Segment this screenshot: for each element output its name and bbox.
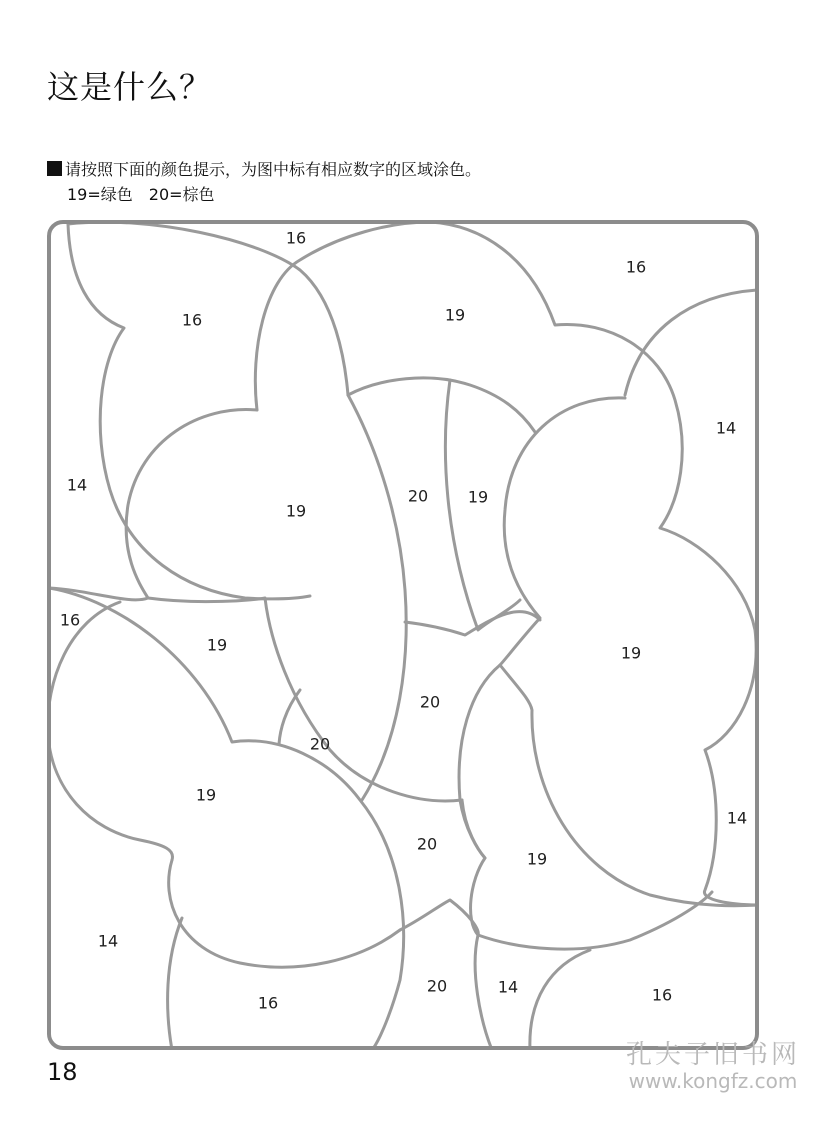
page-title: 这是什么？ — [47, 68, 213, 106]
region-label-r15: 19 — [195, 785, 217, 805]
outline-top-left-cloud — [68, 224, 310, 599]
region-label-r11: 19 — [206, 635, 228, 655]
instruction-text: 请按照下面的颜色提示，为图中标有相应数字的区域涂色。 — [65, 160, 482, 179]
region-label-r21: 20 — [426, 976, 448, 996]
region-label-r9: 19 — [467, 487, 489, 507]
region-outlines — [48, 222, 760, 1050]
region-numbers — [60, 229, 747, 1013]
watermark-url: www.kongfz.com — [628, 1069, 798, 1093]
region-label-r2: 16 — [625, 257, 647, 277]
page-number: 18 — [47, 1058, 78, 1086]
region-label-r8: 20 — [407, 486, 429, 506]
region-label-r6: 14 — [66, 475, 88, 495]
watermark-chinese: 孔夫子旧书网 — [626, 1040, 801, 1070]
region-label-r1: 16 — [285, 228, 307, 248]
region-label-r7: 19 — [285, 501, 307, 521]
region-label-r13: 20 — [419, 692, 441, 712]
outline-right-cloud — [625, 290, 757, 395]
region-label-r20: 16 — [257, 993, 279, 1013]
outline-lower-right-cloud — [459, 665, 712, 949]
color-legend: 19=绿色 20=棕色 — [67, 185, 215, 204]
region-label-r14: 20 — [309, 734, 331, 754]
region-label-r23: 16 — [651, 985, 673, 1005]
region-label-r10: 16 — [59, 610, 81, 630]
region-label-r22: 14 — [497, 977, 519, 997]
outline-middle-arch — [348, 378, 535, 432]
region-label-r17: 20 — [416, 834, 438, 854]
region-label-r4: 19 — [444, 305, 466, 325]
region-label-r18: 19 — [526, 849, 548, 869]
region-label-r16: 14 — [726, 808, 748, 828]
watermark — [626, 1034, 800, 1093]
region-label-r19: 14 — [97, 931, 119, 951]
outline-center-leaf — [255, 222, 760, 905]
region-label-r12: 19 — [620, 643, 642, 663]
region-label-r3: 16 — [181, 310, 203, 330]
outline-bottom-right — [530, 950, 590, 1050]
region-label-r5: 14 — [715, 418, 737, 438]
outline-bottom-middle — [400, 900, 492, 1050]
